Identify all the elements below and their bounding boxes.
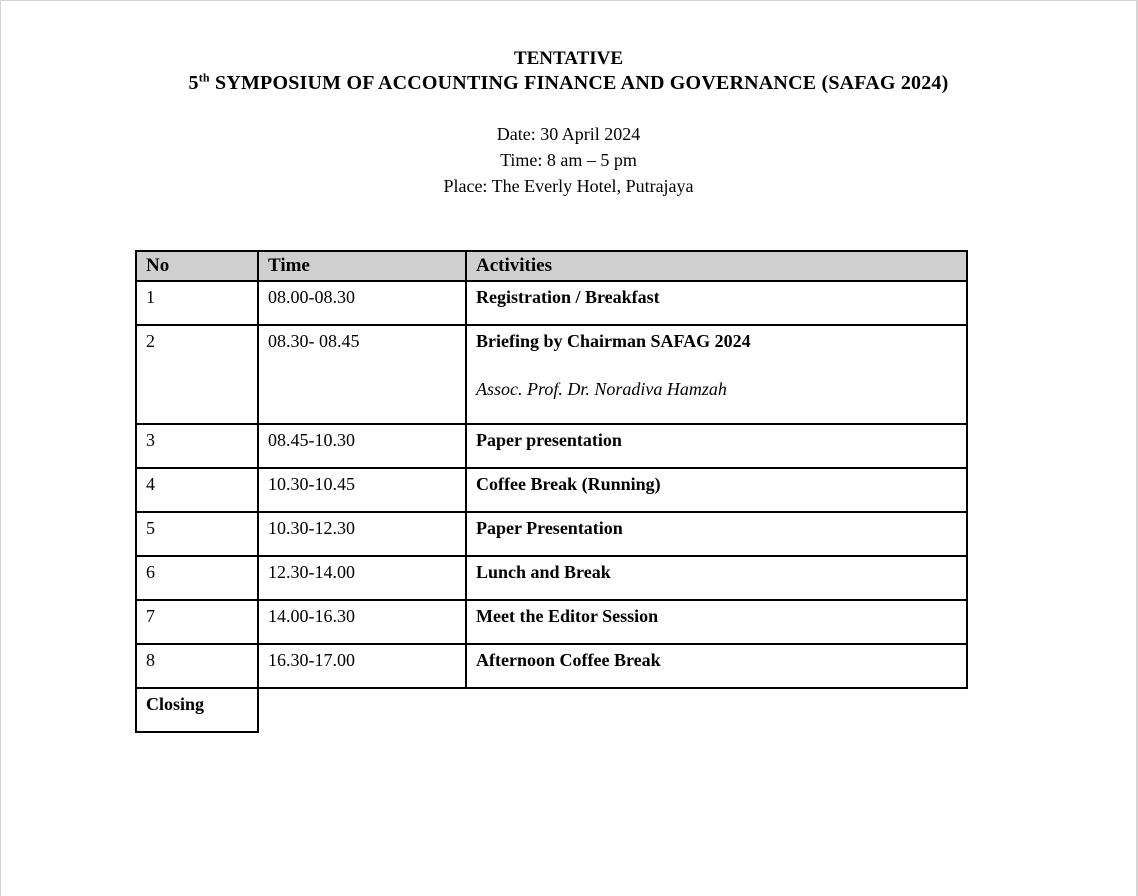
activity-subtext: Assoc. Prof. Dr. Noradiva Hamzah [476, 379, 727, 399]
time-cell: 08.30- 08.45 [258, 325, 466, 424]
activity-label: Lunch and Break [476, 562, 611, 582]
activity-label: Closing [146, 694, 205, 714]
time-cell: 10.30-12.30 [258, 512, 466, 556]
row-number-cell: 2 [136, 325, 258, 424]
table-row [136, 468, 967, 512]
doc-title-symposium [1, 71, 1136, 95]
table-row [136, 281, 967, 325]
activity-cell [466, 600, 967, 644]
time-cell: 08.45-10.30 [258, 424, 466, 468]
activity-label: Paper presentation [476, 430, 622, 450]
title-text: SYMPOSIUM OF ACCOUNTING FINANCE AND GOVERNANCE (SAFAG 2024) [209, 72, 949, 94]
activity-cell [466, 325, 967, 424]
time-cell: 14.00-16.30 [258, 600, 466, 644]
activity-label: Registration / Breakfast [476, 287, 660, 307]
time-cell: 12.30-14.00 [258, 556, 466, 600]
column-header-activities: Activities [466, 251, 967, 281]
table-row [136, 688, 967, 732]
title-ordinal-superscript: th [198, 70, 210, 85]
table-row [136, 644, 967, 688]
doc-title-tentative: TENTATIVE [513, 48, 624, 69]
time-cell: 10.30-10.45 [258, 468, 466, 512]
time-cell: 08.00-08.30 [258, 281, 466, 325]
row-number-cell: 8 [136, 644, 258, 688]
column-header-time: Time [258, 251, 466, 281]
activity-label: Coffee Break (Running) [476, 474, 661, 494]
table-header-row [136, 251, 967, 281]
row-number-cell: 5 [136, 512, 258, 556]
row-number-cell: 1 [136, 281, 258, 325]
activity-cell [136, 688, 258, 732]
activity-label: Meet the Editor Session [476, 606, 659, 626]
activity-label: Afternoon Coffee Break [476, 650, 661, 670]
table-row [136, 325, 967, 424]
activity-cell [466, 556, 967, 600]
activity-cell [466, 468, 967, 512]
table-row [136, 512, 967, 556]
event-date: Date: 30 April 2024 [496, 124, 641, 144]
table-row [136, 556, 967, 600]
activity-cell [466, 281, 967, 325]
event-details [1, 121, 1136, 199]
row-number-cell: 3 [136, 424, 258, 468]
activity-label: Briefing by Chairman SAFAG 2024 [476, 331, 751, 351]
table-row [136, 424, 967, 468]
event-place: Place: The Everly Hotel, Putrajaya [443, 176, 694, 196]
row-number-cell: 4 [136, 468, 258, 512]
row-number-cell: 6 [136, 556, 258, 600]
event-time: Time: 8 am – 5 pm [500, 150, 637, 170]
activity-cell [466, 424, 967, 468]
activity-cell [466, 512, 967, 556]
activity-cell [466, 644, 967, 688]
column-header-no: No [136, 251, 258, 281]
row-number-cell: 7 [136, 600, 258, 644]
title-number: 5 [188, 72, 199, 94]
table-row [136, 600, 967, 644]
activity-label: Paper Presentation [476, 518, 623, 538]
time-cell: 16.30-17.00 [258, 644, 466, 688]
schedule-table [135, 250, 968, 733]
